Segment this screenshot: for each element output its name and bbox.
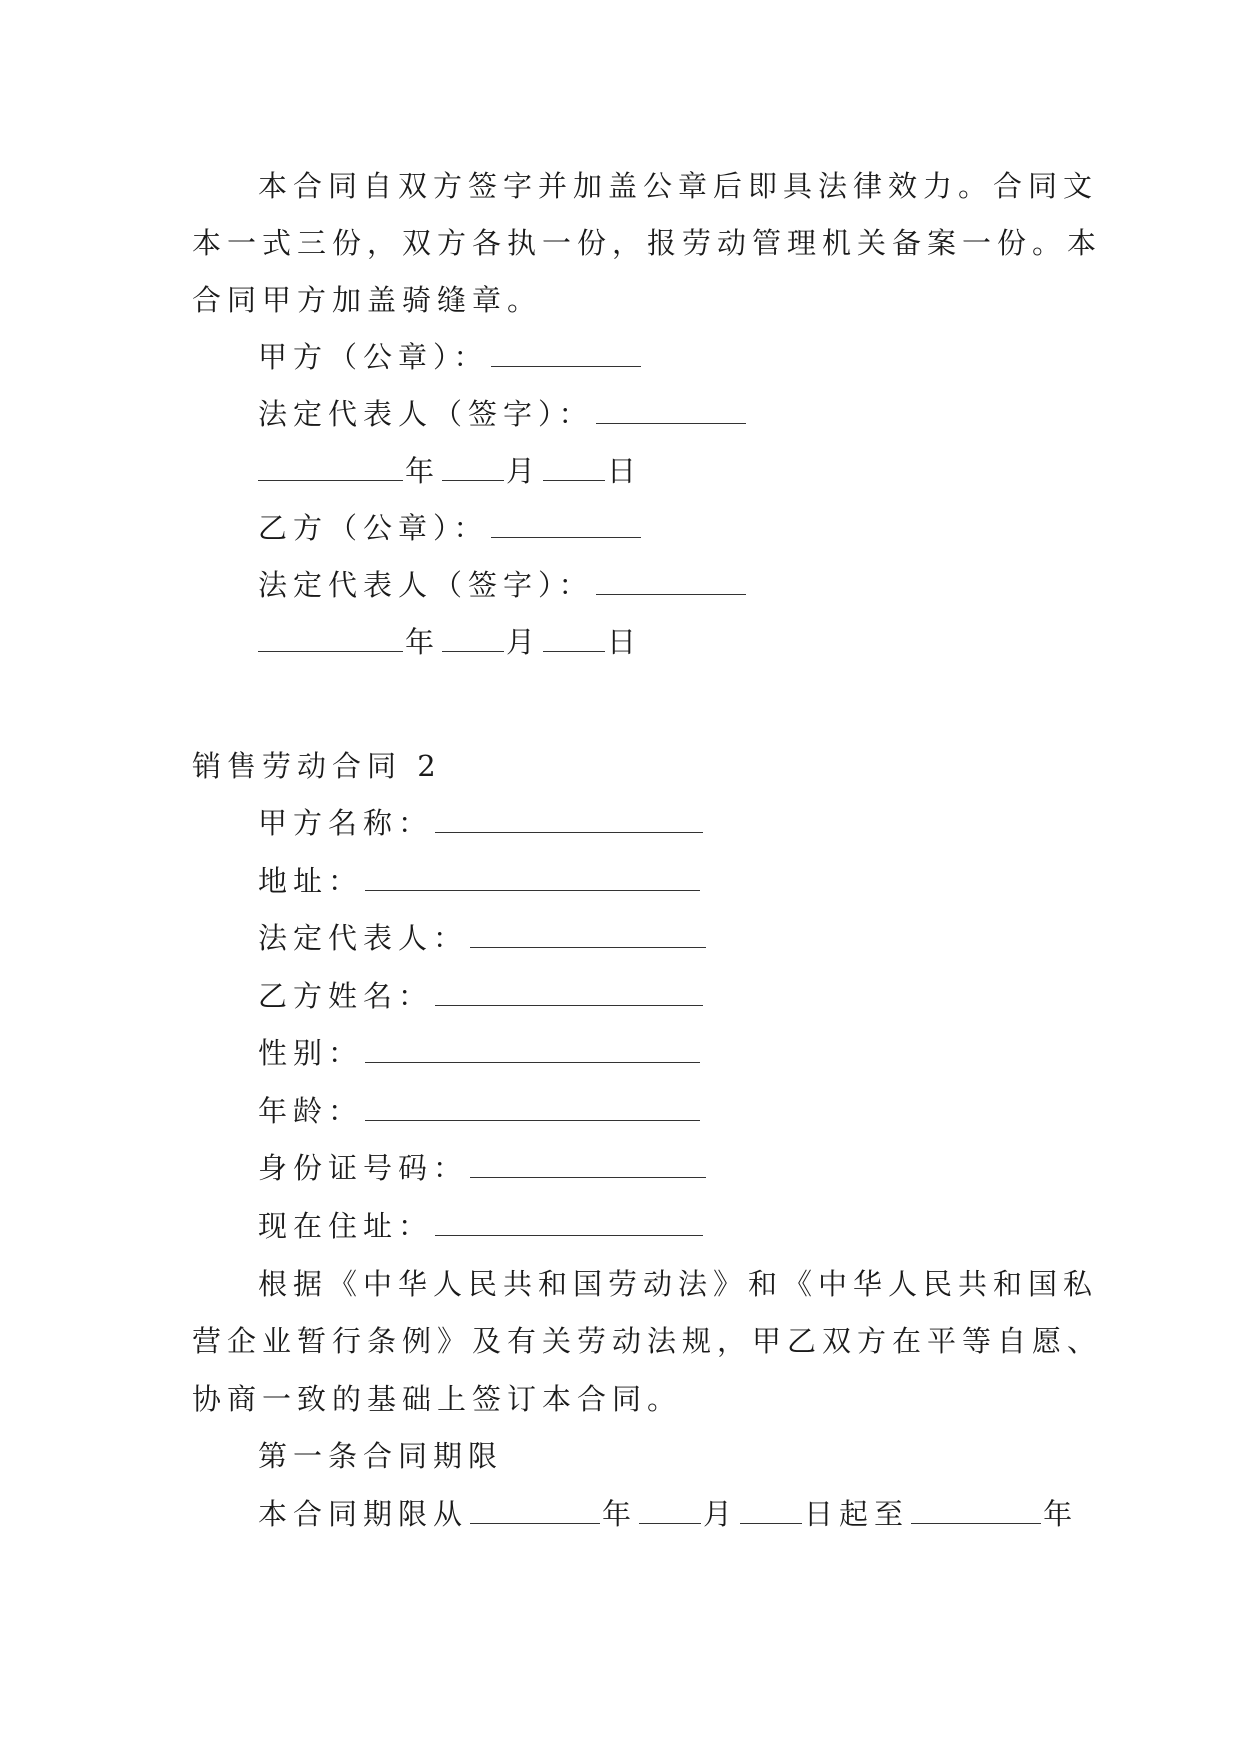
field-age — [258, 1091, 702, 1131]
field-gender — [258, 1033, 702, 1073]
field-legal-rep-blank — [470, 919, 706, 948]
party-a-year-blank — [258, 452, 403, 481]
party-b-seal-line — [258, 508, 643, 548]
paragraph-1-line-2: 本一式三份，双方各执一份，报劳动管理机关备案一份。本 — [192, 226, 1103, 260]
field-id-number — [258, 1148, 708, 1188]
paragraph-2-line-1: 根据《中华人民共和国劳动法》和《中华人民共和国私 — [258, 1267, 1099, 1301]
section-title: 销售劳动合同 2 — [192, 749, 442, 783]
party-b-day-blank — [543, 623, 605, 652]
field-party-b-name — [258, 976, 705, 1016]
term-day-to-label: 日起至 — [804, 1497, 910, 1531]
field-address-blank — [365, 862, 700, 891]
party-a-seal-line — [258, 337, 643, 377]
field-party-a-name-blank — [435, 804, 703, 833]
term-end-year-blank — [911, 1495, 1041, 1524]
field-party-a-name — [258, 803, 705, 843]
field-party-b-name-blank — [435, 977, 703, 1006]
party-b-rep-line — [258, 565, 748, 605]
party-a-month-label: 月 — [506, 454, 542, 488]
paragraph-1-line-1: 本合同自双方签字并加盖公章后即具法律效力。合同文 — [258, 169, 1099, 203]
term-start-year-blank — [470, 1495, 600, 1524]
party-a-year-label: 年 — [405, 454, 441, 488]
term-prefix: 本合同期限从 — [258, 1497, 469, 1531]
field-id-number-blank — [470, 1149, 706, 1178]
field-gender-label: 性别： — [258, 1036, 364, 1070]
field-current-address-blank — [435, 1207, 703, 1236]
party-b-month-blank — [442, 623, 504, 652]
party-a-seal-blank — [491, 338, 641, 367]
field-address — [258, 861, 702, 901]
field-legal-rep-label: 法定代表人： — [258, 921, 469, 955]
term-year-label: 年 — [602, 1497, 638, 1531]
party-b-year-label: 年 — [405, 625, 441, 659]
term-month-label: 月 — [703, 1497, 739, 1531]
field-age-blank — [365, 1092, 700, 1121]
party-a-rep-line — [258, 394, 748, 434]
party-b-month-label: 月 — [506, 625, 542, 659]
party-a-month-blank — [442, 452, 504, 481]
paragraph-2-line-3: 协商一致的基础上签订本合同。 — [192, 1382, 683, 1416]
field-party-b-name-label: 乙方姓名： — [258, 979, 434, 1013]
term-year-end-label: 年 — [1043, 1497, 1079, 1531]
party-a-rep-label: 法定代表人（签字）： — [258, 397, 594, 431]
party-b-rep-blank — [596, 566, 746, 595]
field-id-number-label: 身份证号码： — [258, 1151, 469, 1185]
field-legal-rep — [258, 918, 708, 958]
term-start-day-blank — [740, 1495, 802, 1524]
party-a-rep-blank — [596, 395, 746, 424]
party-b-rep-label: 法定代表人（签字）： — [258, 568, 594, 602]
field-gender-blank — [365, 1034, 700, 1063]
article-1-title: 第一条合同期限 — [258, 1439, 504, 1473]
party-a-date-line — [258, 451, 642, 491]
party-b-seal-blank — [491, 509, 641, 538]
paragraph-1-line-3: 合同甲方加盖骑缝章。 — [192, 283, 543, 317]
paragraph-2-line-2: 营企业暂行条例》及有关劳动法规，甲乙双方在平等自愿、 — [192, 1324, 1103, 1358]
term-line — [258, 1494, 1078, 1534]
field-party-a-name-label: 甲方名称： — [258, 806, 434, 840]
field-current-address-label: 现在住址： — [258, 1209, 434, 1243]
party-b-seal-label: 乙方（公章）： — [258, 511, 489, 545]
field-address-label: 地址： — [258, 864, 364, 898]
party-a-day-label: 日 — [607, 454, 643, 488]
party-b-date-line — [258, 622, 642, 662]
term-start-month-blank — [639, 1495, 701, 1524]
party-b-year-blank — [258, 623, 403, 652]
field-age-label: 年龄： — [258, 1094, 364, 1128]
party-a-day-blank — [543, 452, 605, 481]
field-current-address — [258, 1206, 705, 1246]
party-a-seal-label: 甲方（公章）： — [258, 340, 489, 374]
party-b-day-label: 日 — [607, 625, 643, 659]
